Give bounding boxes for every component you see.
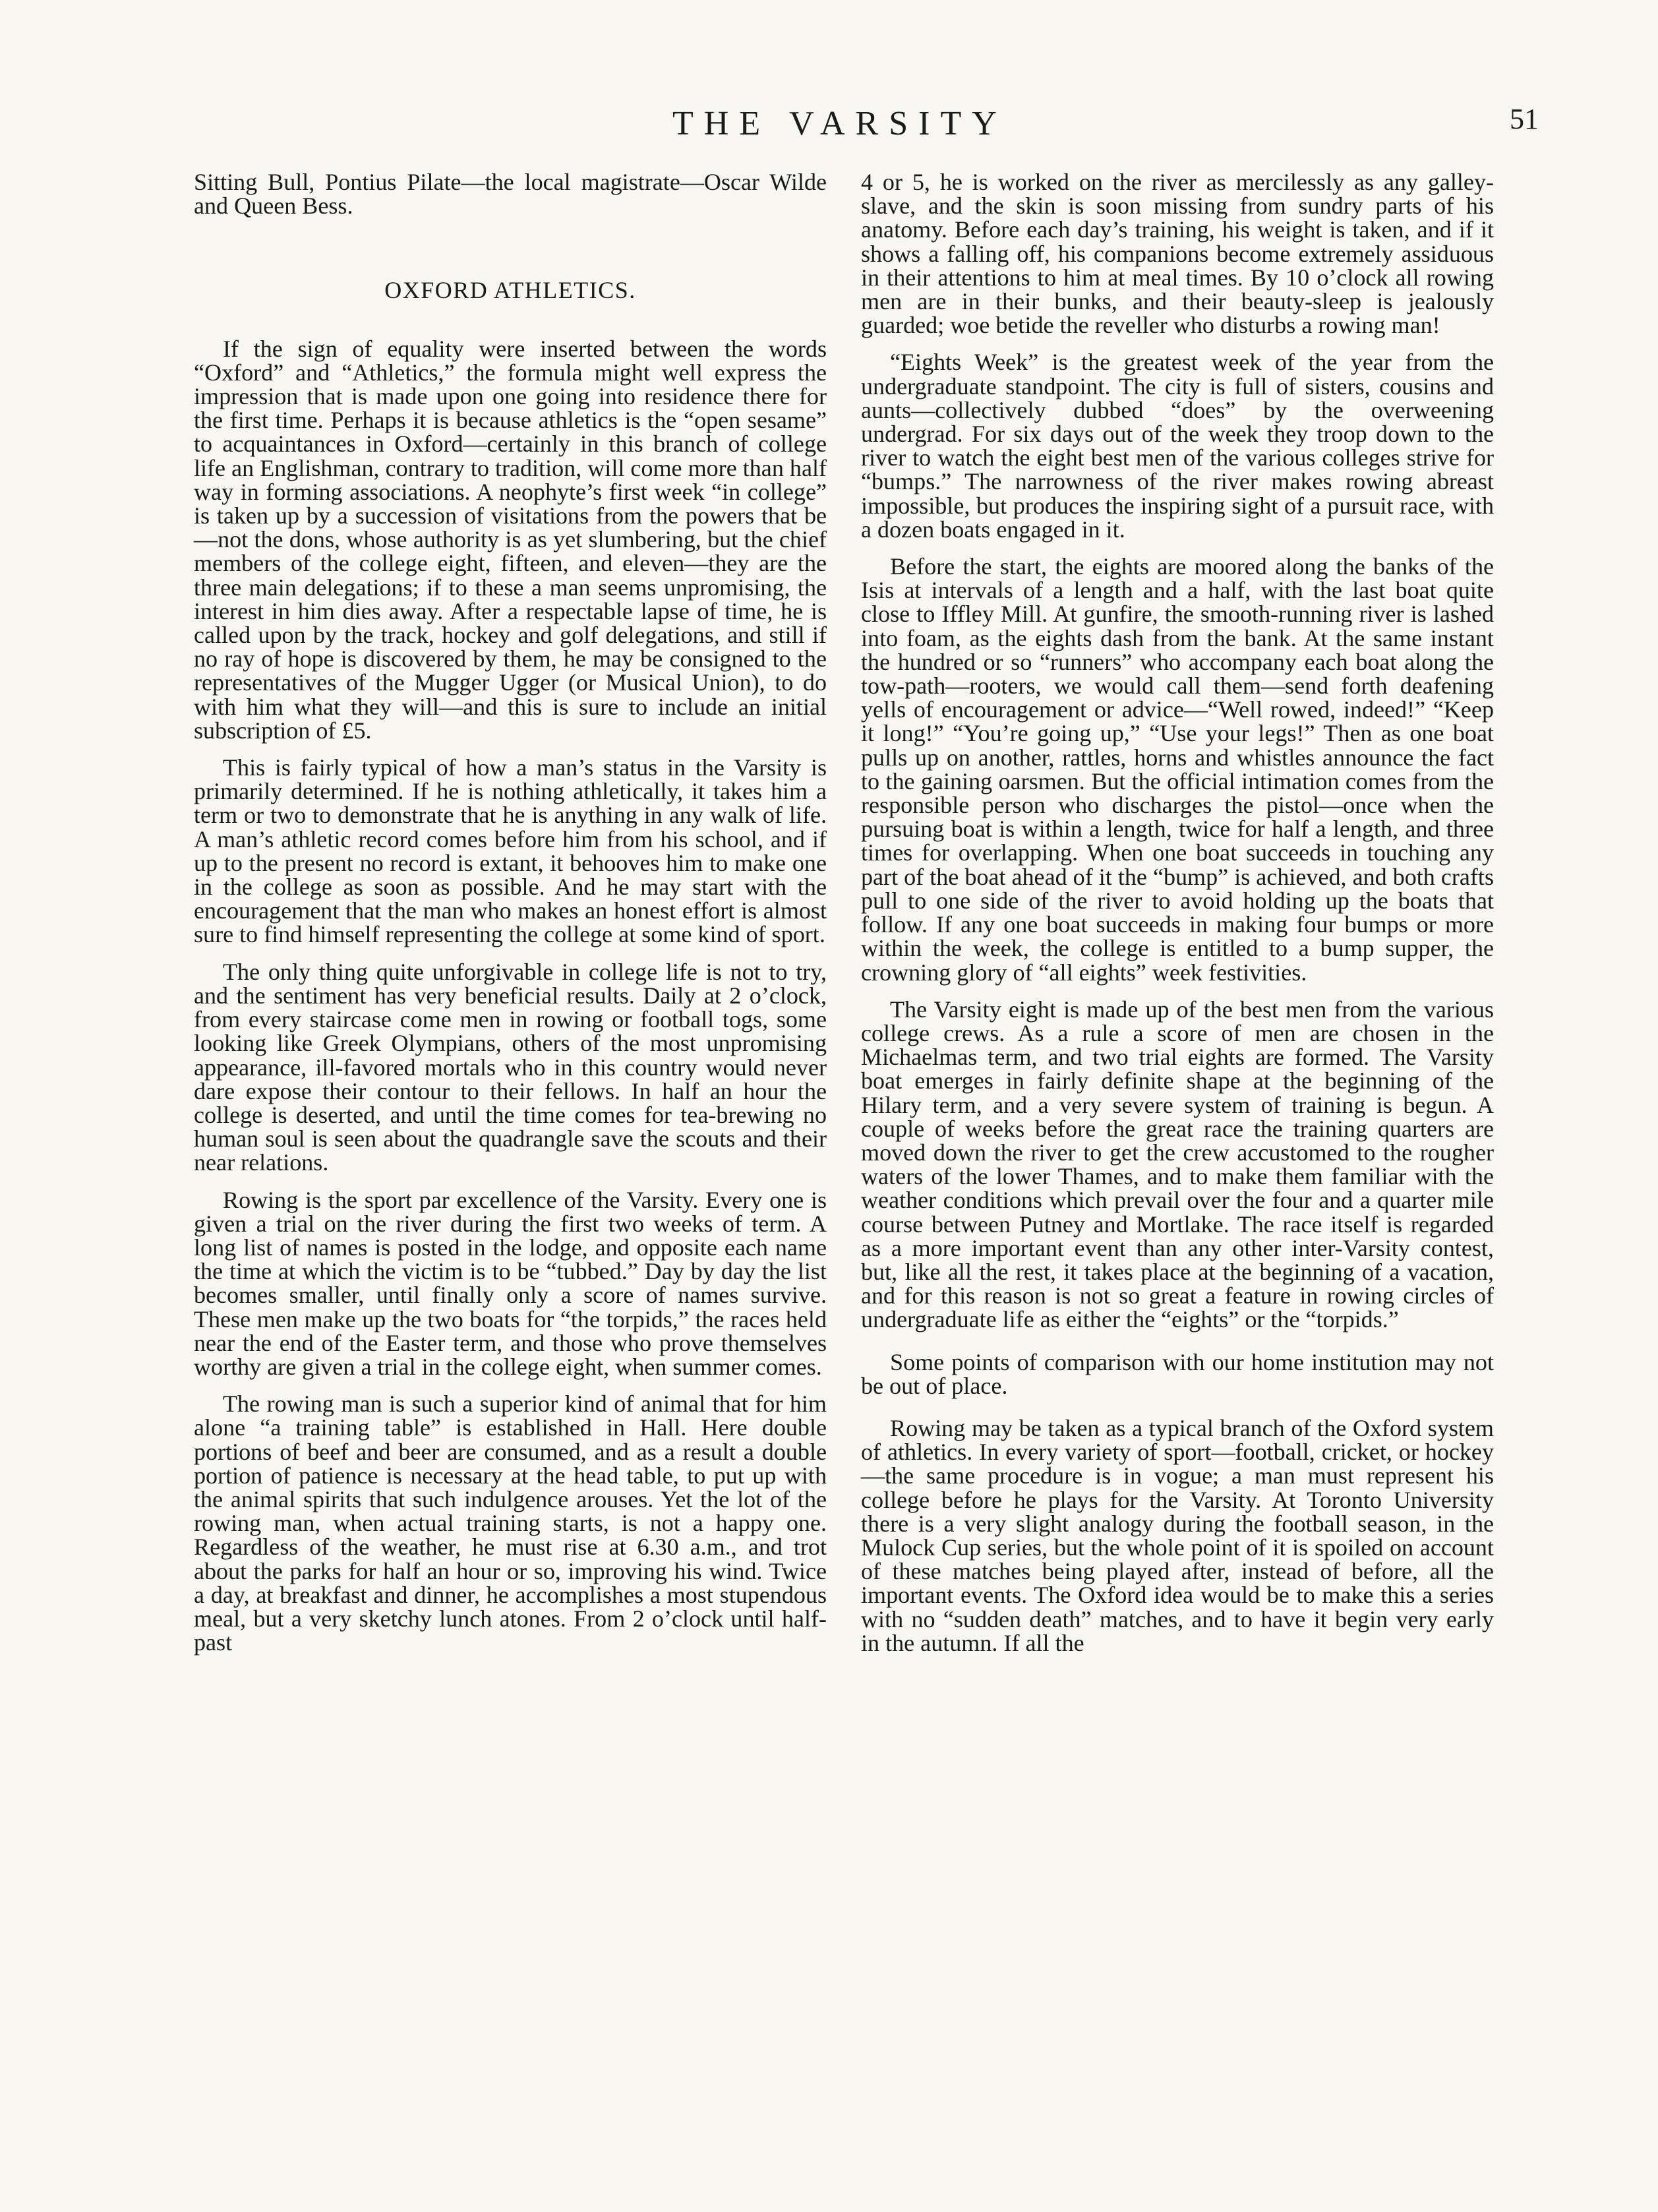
paragraph: The only thing quite unforgivable in college life is not to try, and the sentiment has very beneficial results. Daily at 2 o’clock, from every staircase come men in rowing or football togs, some looking like Greek Olympians, others of the most unpromising appearance, ill-favored mortals who in this country would never dare expose their contour to their fellows. In half an hour the college is deserted, and until the time comes for tea-brewing no human soul is seen about the quadrangle save the scouts and their near relations. <box>194 958 827 1176</box>
paragraph: The rowing man is such a superior kind of animal that for him alone “a training table” is established in Hall. Here double portions of beef and beer are consumed, and as a result a double portion of patience is necessary at the head table, to put up with the animal spirits that such indulgence arouses. Yet the lot of the rowing man, when actual training starts, is not a happy one. Regardless of the weather, he must rise at 6.30 a.m., and trot about the parks for half an hour or so, improving his wind. Twice a day, at breakfast and dinner, he accomplishes a most stupendous meal, but a very sketchy lunch atones. From 2 o’clock until half-past <box>194 1390 827 1656</box>
running-title: THE VARSITY <box>672 105 1007 142</box>
paragraph: Some points of comparison with our home institution may not be out of place. <box>861 1348 1494 1399</box>
opening-fragment: Sitting Bull, Pontius Pilate—the local magistrate—Oscar Wilde and Queen Bess. <box>194 169 827 220</box>
paragraph: The Varsity eight is made up of the best men from the various college crews. As a rule a score of men are chosen in the Michaelmas term, and two trial eights are formed. The Varsity boat emerges in fairly definite shape at the beginning of the Hilary term, and a very severe system of training is begun. A couple of weeks before the great race the training quarters are moved down the river to get the crew accustomed to the rougher waters of the lower Thames, and to make them familiar with the weather conditions which prevail over the four and a quarter mile course between Putney and Mortlake. The race itself is regarded as a more important event than any other inter-Varsity contest, but, like all the rest, it takes place at the beginning of a vacation, and for this reason is not so great a feature in rowing circles of undergraduate life as either the “eights” or the “torpids.” <box>861 996 1494 1333</box>
right-column <box>861 170 1494 1655</box>
paragraph: Rowing is the sport par excellence of the Varsity. Every one is given a trial on the river during the first two weeks of term. A long list of names is posted in the lodge, and opposite each name the time at which the victim is to be “tubbed.” Day by day the list becomes smaller, until finally only a score of names survive. These men make up the two boats for “the torpids,” the races held near the end of the Easter term, and those who prove themselves worthy are given a trial in the college eight, when summer comes. <box>194 1186 827 1380</box>
paragraph: Before the start, the eights are moored along the banks of the Isis at intervals of a length and a half, with the last boat quite close to Iffley Mill. At gunfire, the smooth-running river is lashed into foam, as the eights dash from the bank. At the same instant the hundred or so “runners” who accompany each boat along the tow-path—rooters, we would call them—send forth deafening yells of encouragement or advice—“Well rowed, indeed!” “Keep it long!” “You’re going up,” “Use your legs!” Then as one boat pulls up on another, rattles, horns and whistles announce the fact to the gaining oarsmen. But the official intimation comes from the responsible person who discharges the pistol—once when the pursuing boat is within a length, twice for half a length, and three times for overlapping. When one boat succeeds in touching any part of the boat ahead of it the “bump” is achieved, and both crafts pull to one side of the river to avoid holding up the boats that follow. If any one boat succeeds in making four bumps or more within the week, the college is entitled to a bump supper, the crowning glory of “all eights” week festivities. <box>861 553 1494 986</box>
paragraph: 4 or 5, he is worked on the river as mercilessly as any galley-slave, and the skin is soon missing from sundry parts of his anatomy. Before each day’s training, his weight is taken, and if it shows a falling off, his companions become extremely assiduous in their attentions to him at meal times. By 10 o’clock all rowing men are in their bunks, and their beauty-sleep is jealously guarded; woe betide the reveller who disturbs a rowing man! <box>861 169 1494 339</box>
article-heading: OXFORD ATHLETICS. <box>384 277 636 304</box>
left-column <box>194 170 827 1654</box>
paragraph: If the sign of equality were inserted between the words “Oxford” and “Athletics,” the formula might well express the impression that is made upon one going into residence there for the first time. Perhaps it is because athletics is the “open sesame” to acquaintances in Oxford—certainly in this branch of college life an Englishman, contrary to tradition, will come more than half way in forming associations. A neophyte’s first week “in college” is taken up by a succession of visitations from the powers that be—not the dons, whose authority is as yet slumbering, but the chief members of the college eight, fifteen, and eleven—they are the three main delegations; if to these a man seems unpromising, the interest in him dies away. After a respectable lapse of time, he is called upon by the track, hockey and golf delegations, and still if no ray of hope is discovered by them, he may be consigned to the representatives of the Mugger Ugger (or Musical Union), to do with him what they will—and this is sure to include an initial subscription of £5. <box>194 335 827 744</box>
paragraph: Rowing may be taken as a typical branch of the Oxford system of athletics. In every variety of sport—football, cricket, or hockey—the same procedure is in vogue; a man must represent his college before he plays for the Varsity. At Toronto University there is a very slight analogy during the football season, in the Mulock Cup series, but the whole point of it is spoiled on account of these matches being played after, instead of before, all the important events. The Oxford idea would be to make this a series with no “sudden death” matches, and to have it begin very early in the autumn. If all the <box>861 1414 1494 1656</box>
paragraph: This is fairly typical of how a man’s status in the Varsity is primarily determined. If he is nothing athletically, it takes him a term or two to demonstrate that he is anything in any walk of life. A man’s athletic record comes before him from his school, and if up to the present no record is extant, it behooves him to make one in the college as soon as possible. And he may start with the encouragement that the man who makes an honest effort is almost sure to find himself representing the college at some kind of sport. <box>194 754 827 948</box>
paragraph: “Eights Week” is the greatest week of the year from the undergraduate standpoint. The city is full of sisters, cousins and aunts—collectively dubbed “does” by the overweening undergrad. For six days out of the week they troop down to the river to watch the eight best men of the various colleges strive for “bumps.” The narrowness of the river makes rowing abreast impossible, but produces the inspiring sight of a pursuit race, with a dozen boats engaged in it. <box>861 349 1494 543</box>
page-number: 51 <box>1510 103 1539 135</box>
